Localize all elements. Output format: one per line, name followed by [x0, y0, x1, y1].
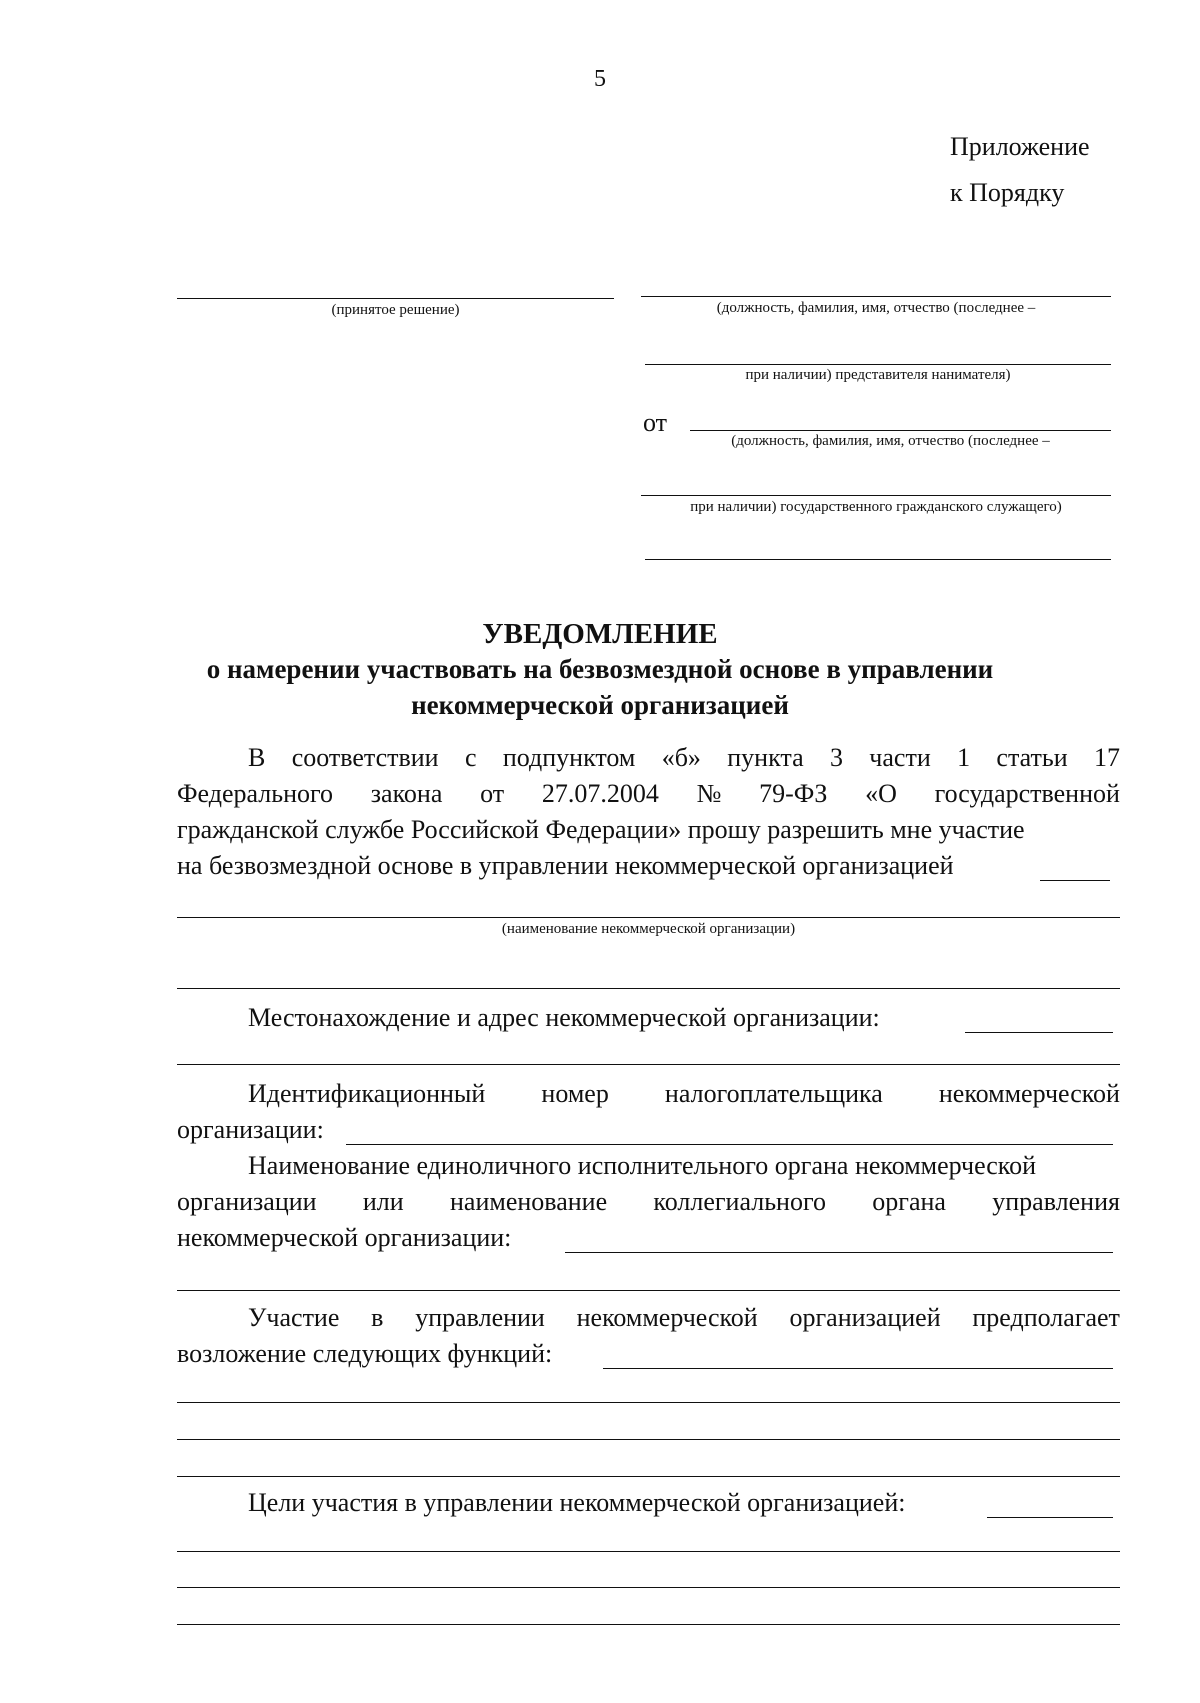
intro-line-3: гражданской службе Российской Федерации» прошу разрешить мне участие: [177, 815, 1025, 844]
inn-field[interactable]: [346, 1144, 1113, 1145]
document-title: УВЕДОМЛЕНИЕ: [482, 618, 718, 650]
executive-field[interactable]: [177, 1290, 1120, 1291]
location-label: Местонахождение и адрес некоммерческой организации:: [248, 1003, 880, 1032]
word: с: [464, 743, 477, 772]
document-subtitle-2: некоммерческой организацией: [411, 690, 789, 720]
location-field[interactable]: [177, 1064, 1120, 1065]
org-name-caption: (наименование некоммерческой организации): [501, 921, 796, 937]
word: Федерального: [177, 779, 334, 808]
word: организацией: [789, 1303, 941, 1332]
word: подпунктом: [502, 743, 636, 772]
word: 17: [1094, 743, 1120, 772]
word: 1: [957, 743, 971, 772]
word: 27.07.2004: [541, 779, 659, 808]
executive-inline-field[interactable]: [565, 1252, 1113, 1253]
servant-caption-2: при наличии) государственного гражданского служащего): [690, 499, 1062, 515]
word: или: [362, 1187, 404, 1216]
executive-line-1: Наименование единоличного исполнительного органа некоммерческой: [248, 1151, 1037, 1180]
location-inline-field[interactable]: [965, 1032, 1113, 1033]
word: В: [248, 743, 266, 772]
word: Идентификационный: [248, 1079, 486, 1108]
word: «б»: [661, 743, 701, 772]
inn-line-2: организации:: [177, 1115, 324, 1144]
functions-line-2: возложение следующих функций:: [177, 1339, 553, 1368]
word: некоммерческой: [938, 1079, 1120, 1108]
word: некоммерческой: [576, 1303, 758, 1332]
goals-field-3[interactable]: [177, 1624, 1120, 1625]
intro-line-2: [177, 776, 1120, 811]
functions-inline-field[interactable]: [603, 1368, 1113, 1369]
word: 3: [829, 743, 843, 772]
servant-field-2[interactable]: [641, 495, 1111, 496]
functions-line-1: [248, 1300, 1120, 1335]
employer-field-2[interactable]: [645, 364, 1111, 365]
word: Участие: [248, 1303, 340, 1332]
word: управлении: [415, 1303, 545, 1332]
goals-label: Цели участия в управлении некоммерческой организацией:: [248, 1488, 906, 1517]
word: наименование: [450, 1187, 608, 1216]
servant-field-1[interactable]: [690, 430, 1111, 431]
appendix-reference: к Порядку: [950, 178, 1065, 207]
functions-field-2[interactable]: [177, 1439, 1120, 1440]
functions-field-1[interactable]: [177, 1402, 1120, 1403]
decision-caption: (принятое решение): [331, 302, 460, 318]
word: управления: [992, 1187, 1120, 1216]
org-name-field-2[interactable]: [177, 988, 1120, 989]
executive-line-2: [177, 1184, 1120, 1219]
word: в: [371, 1303, 384, 1332]
servant-caption-1: (должность, фамилия, имя, отчество (последнее –: [731, 433, 1050, 449]
servant-field-3[interactable]: [645, 559, 1111, 560]
decision-field[interactable]: [177, 298, 614, 299]
inn-line-1: [248, 1076, 1120, 1111]
goals-field-1[interactable]: [177, 1551, 1120, 1552]
org-name-inline-field[interactable]: [1040, 880, 1110, 881]
goals-inline-field[interactable]: [987, 1517, 1113, 1518]
word: соответствии: [291, 743, 439, 772]
word: пункта: [727, 743, 804, 772]
goals-field-2[interactable]: [177, 1587, 1120, 1588]
employer-caption-2: при наличии) представителя нанимателя): [745, 367, 1011, 383]
word: государственной: [934, 779, 1120, 808]
executive-line-3: некоммерческой организации:: [177, 1223, 512, 1252]
word: статьи: [996, 743, 1068, 772]
word: номер: [541, 1079, 609, 1108]
intro-line-4: на безвозмездной основе в управлении некоммерческой организацией: [177, 851, 954, 880]
page-number: 5: [594, 66, 606, 92]
word: коллегиального: [653, 1187, 826, 1216]
functions-field-3[interactable]: [177, 1476, 1120, 1477]
word: «О: [865, 779, 897, 808]
word: налогоплательщика: [664, 1079, 883, 1108]
org-name-field[interactable]: [177, 917, 1120, 918]
word: №: [696, 779, 722, 808]
word: закона: [370, 779, 443, 808]
from-label: от: [643, 408, 668, 437]
intro-line-1: [248, 740, 1120, 775]
document-subtitle-1: о намерении участвовать на безвозмездной основе в управлении: [206, 654, 994, 684]
word: от: [480, 779, 505, 808]
word: органа: [872, 1187, 946, 1216]
appendix-label: Приложение: [950, 132, 1090, 161]
employer-field-1[interactable]: [641, 296, 1111, 297]
word: организации: [177, 1187, 317, 1216]
word: предполагает: [972, 1303, 1120, 1332]
employer-caption-1: (должность, фамилия, имя, отчество (последнее –: [716, 300, 1036, 316]
word: 79-ФЗ: [759, 779, 828, 808]
word: части: [869, 743, 931, 772]
